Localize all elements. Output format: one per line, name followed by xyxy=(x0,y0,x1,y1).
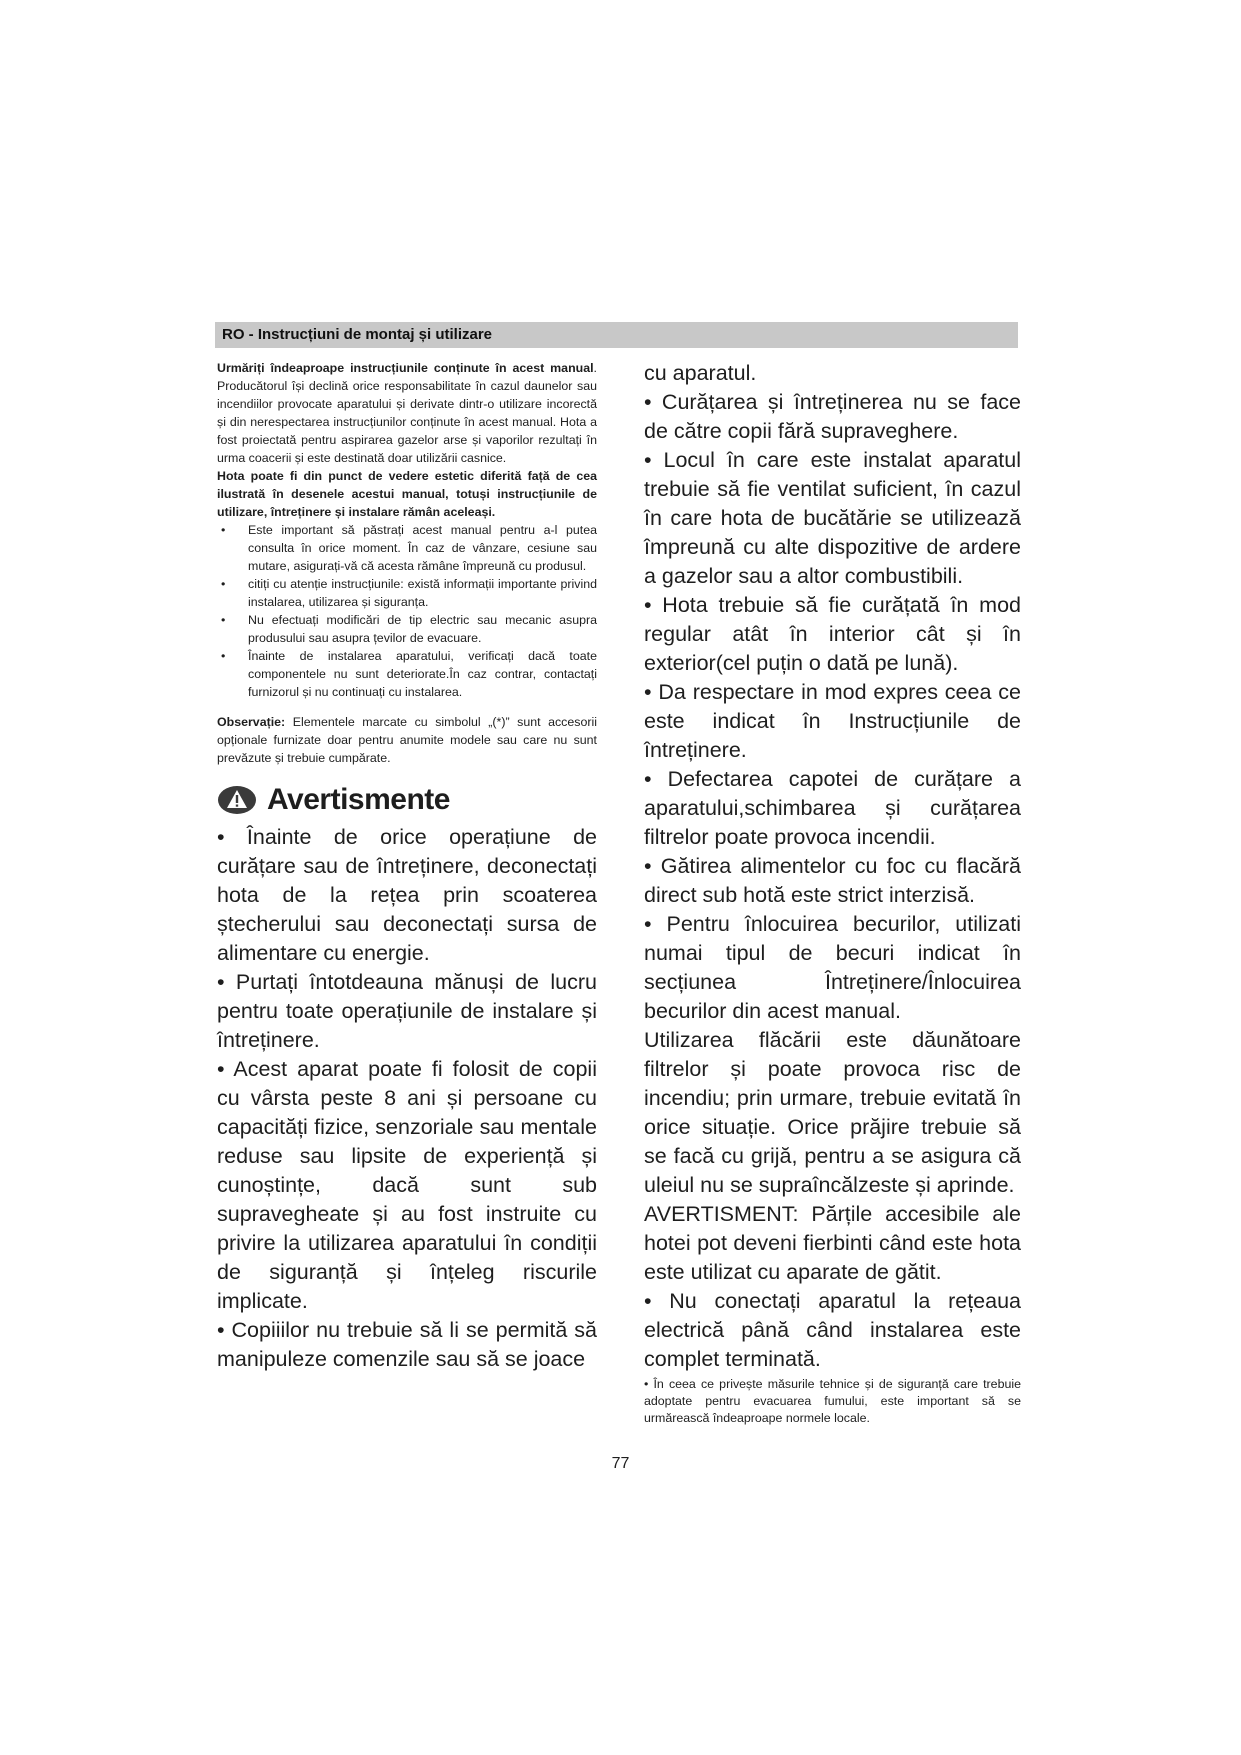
warning-paragraph: • Înainte de orice operațiune de curățare sau de întreținere, deconectați hota de la rețea prin scoaterea ștecherului sau deconectați sursa de alimentare cu energie. xyxy=(217,825,597,965)
bullet-item: • Este important să păstrați acest manual pentru a-l putea consulta în orice moment. În caz de vânzare, cesiune sau mutare, asigurați-vă că acesta rămâne împreună cu produsul. xyxy=(217,521,597,575)
warning-paragraph: cu aparatul. xyxy=(644,361,757,385)
intro-block xyxy=(217,359,597,521)
bullet-item: • Înainte de instalarea aparatului, verificați dacă toate componentele nu sunt deteriorate.În caz contrar, contactați furnizorul și nu continuați cu instalarea. xyxy=(217,647,597,701)
section-header-title: RO - Instrucțiuni de montaj și utilizare xyxy=(222,326,493,343)
warning-paragraph: • Acest aparat poate fi folosit de copii cu vârsta peste 8 ani și persoane cu capacități fizice, senzoriale sau mentale reduse sau lipsite de experiență și cunoștințe, dacă sunt sub supravegheate și au fost instruite cu privire la utilizarea aparatului în condiții de siguranță și înțeleg riscurile implicate. xyxy=(217,1057,597,1313)
warning-icon xyxy=(217,785,257,815)
intro-bold-lead: Urmăriți îndeaproape instrucțiunile conținute în acest manual xyxy=(217,361,594,375)
warning-paragraph: Utilizarea flăcării este dăunătoare filtrelor și poate provoca risc de incendiu; prin urmare, trebuie evitată în orice situație. Orice prăjire trebuie să se facă cu grijă, pentru a se asigura că uleiul nu se supraîncălzeste și aprinde. xyxy=(644,1028,1021,1197)
warning-paragraph: • Purtați întotdeauna mănuși de lucru pentru toate operațiunile de instalare și întreținere. xyxy=(217,970,597,1052)
warning-paragraph: • Hota trebuie să fie curățată în mod regular atât în interior cât și în exterior(cel puțin o dată pe lună). xyxy=(644,593,1021,675)
instruction-bullets xyxy=(217,521,597,701)
observation-label: Observație: xyxy=(217,715,286,729)
section-header-bar xyxy=(215,322,1018,348)
observation-text: Elementele marcate cu simbolul „(*)” sunt accesorii opționale furnizate doar pentru anumite modele sau care nu sunt prevăzute și trebuie cumpărate. xyxy=(217,715,597,765)
warnings-heading xyxy=(217,777,597,823)
warning-paragraph: • Locul în care este instalat aparatul trebuie să fie ventilat suficient, în cazul în care hota de bucătărie se utilizează împreună cu alte dispozitive de ardere a gazelor sau a altor combustibili. xyxy=(644,448,1021,588)
bullet-item: • citiți cu atenție instrucțiunile: există informații importante privind instalarea, utilizarea și siguranța. xyxy=(217,575,597,611)
warning-paragraph: • Copiiilor nu trebuie să li se permită să manipuleze comenzile sau să se joace xyxy=(217,1318,597,1371)
left-column xyxy=(217,359,597,1374)
observation-note xyxy=(217,713,597,767)
page-number: 77 xyxy=(611,1455,630,1472)
warning-paragraph: • Da respectare in mod expres ceea ce este indicat în Instrucțiunile de întreținere. xyxy=(644,680,1021,762)
warning-paragraph: • Nu conectați aparatul la rețeaua electrică până când instalarea este complet terminată. xyxy=(644,1289,1021,1371)
bullet-item: • Nu efectuați modificări de tip electric sau mecanic asupra produsului sau asupra țevilor de evacuare. xyxy=(217,611,597,647)
intro-paragraph xyxy=(217,359,597,467)
warning-paragraph: • Gătirea alimentelor cu foc cu flacără direct sub hotă este strict interzisă. xyxy=(644,854,1021,907)
design-note: Hota poate fi din punct de vedere estetic diferită față de cea ilustrată în desenele acestui manual, totuși instrucțiunile de utilizare, întreținere și instalare rămân aceleași. xyxy=(217,469,597,519)
warning-paragraph: • Pentru înlocuirea becurilor, utilizati numai tipul de becuri indicat în secțiunea Întreținere/Înlocuirea becurilor din acest manual. xyxy=(644,912,1021,1023)
intro-text: . Producătorul își declină orice responsabilitate în cazul daunelor sau incendiilor provocate aparatului și derivate dintr-o utilizare incorectă și din nerespectarea instrucțiunilor conținute în acest manual. Hota a fost proiectată pentru aspirarea gazelor arse și vaporilor rezultați în urma coacerii și este destinată doar utilizării casnice. xyxy=(217,361,597,465)
warning-paragraph: • Curățarea și întreținerea nu se face de către copii fără supraveghere. xyxy=(644,390,1021,443)
warning-paragraph: • Defectarea capotei de curățare a aparatului,schimbarea și curățarea filtrelor poate provoca incendii. xyxy=(644,767,1021,849)
warning-paragraph: AVERTISMENT: Părțile accesibile ale hotei pot deveni fierbinti când este hota este utilizat cu aparate de gătit. xyxy=(644,1202,1021,1284)
smoke-evacuation-note: • În ceea ce privește măsurile tehnice și de siguranță care trebuie adoptate pentru evacuarea fumului, este important să se urmărească îndeaproape normele locale. xyxy=(644,1377,1021,1425)
right-column xyxy=(644,359,1021,1427)
warnings-title: Avertismente xyxy=(267,783,450,816)
